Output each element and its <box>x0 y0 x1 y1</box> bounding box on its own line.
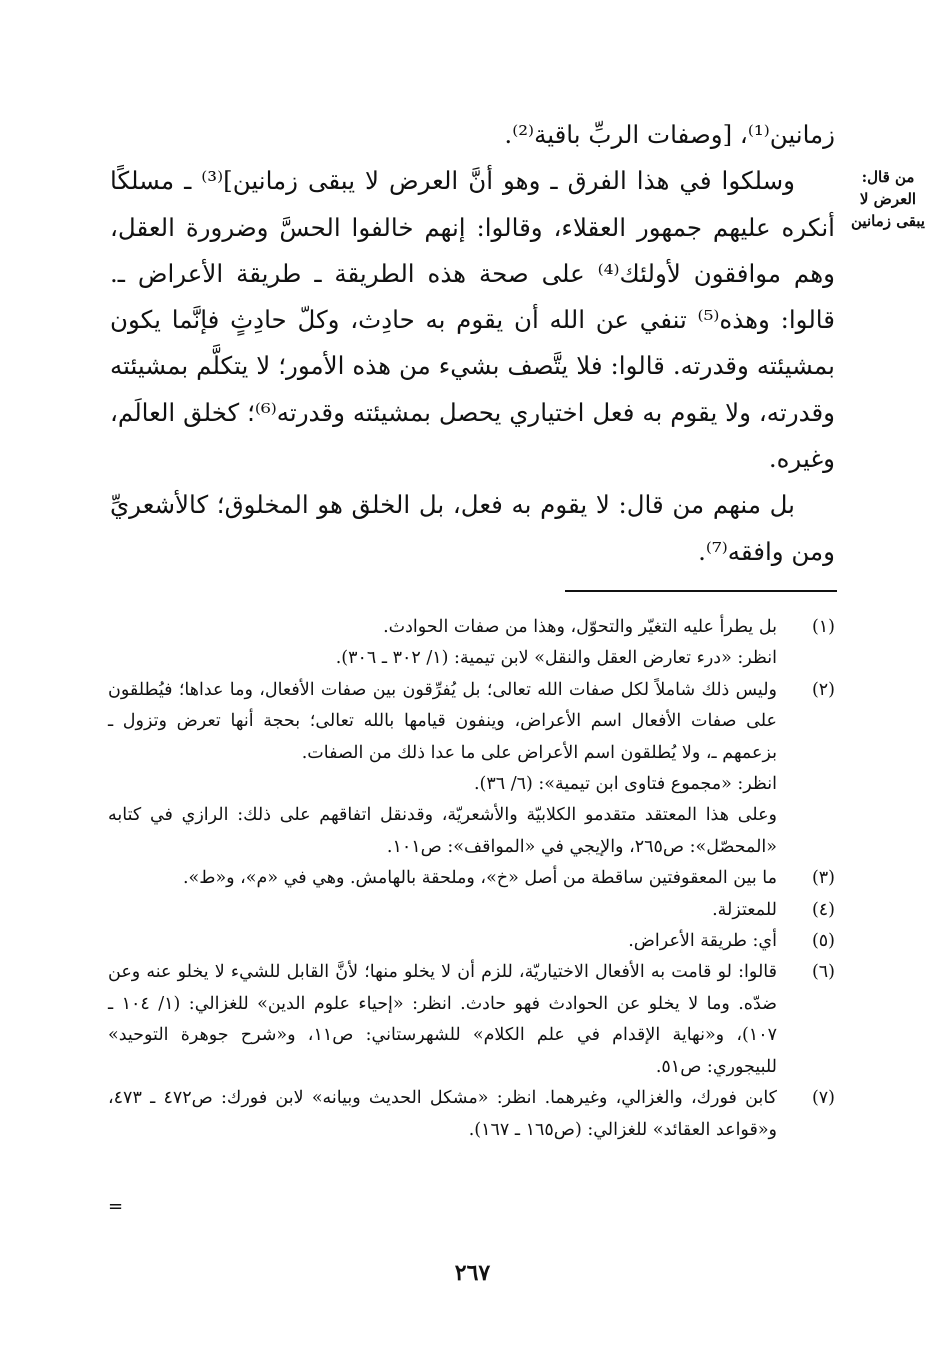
margin-note: من قال: العرض لا يبقى زمانين <box>851 168 925 230</box>
footnote-text <box>108 612 777 675</box>
footnote-text <box>108 1083 777 1146</box>
footnote-number: (٣) <box>811 868 835 889</box>
footnote-text <box>108 863 777 894</box>
footnote-line: أي: طريقة الأعراض. <box>628 931 777 952</box>
footnote-6 <box>108 957 835 1083</box>
footnote-line: كابن فورك، والغزالي، وغيرهما. انظر: «مشكل الحديث وبيانه» لابن فورك: ص٤٧٢ ـ ٤٧٣، و«قواعد العقائد» للغزالي: (ص١٦٥ ـ ١٦٧). <box>108 1088 777 1140</box>
footnote-1 <box>108 612 835 675</box>
footnote-line: بل يطرأ عليه التغيّر والتحوّل، وهذا من صفات الحوادث. <box>383 617 777 637</box>
footnote-line: ما بين المعقوفتين ساقطة من أصل «خ»، وملحقة بالهامش. وهي في «م»، و«ط». <box>182 868 777 889</box>
footnote-4 <box>108 895 835 926</box>
footnote-7 <box>108 1083 835 1146</box>
footnote-2 <box>108 675 835 863</box>
footnote-text <box>108 926 777 957</box>
footnote-text <box>108 957 777 1083</box>
footnote-number: (٧) <box>811 1088 835 1109</box>
paragraph-1: زمانين⁽¹⁾، [وصفات الربِّ باقية⁽²⁾. <box>504 120 835 149</box>
footnote-line: وليس ذلك شاملاً لكل صفات الله تعالى؛ بل يُفرِّقون بين صفات الأفعال، وما عداها؛ فيُطلقون على صفات الأفعال اسم الأعراض، وينفون قيامها بالله تعالى؛ بحجة أنها تعرض وتزول ـ بزعمهم ـ، ولا يُطلقون اسم الأعراض على ما عدا ذلك من الصفات. <box>108 679 777 763</box>
footnote-number: (١) <box>811 617 835 637</box>
paragraph-3: بل منهم من قال: لا يقوم به فعل، بل الخلق هو المخلوق؛ كالأشعريِّ ومن وافقه⁽⁷⁾. <box>110 490 835 566</box>
footnote-number: (٦) <box>811 962 835 983</box>
main-text <box>110 112 835 575</box>
footnote-text <box>108 675 777 863</box>
footnote-3 <box>108 863 835 894</box>
footnote-number: (٢) <box>811 679 835 700</box>
footnote-line: قالوا: لو قامت به الأفعال الاختياريّة، للزم أن لا يخلو منها؛ لأنَّ القابل للشيء لا يخلو عنه وعن ضدّه. وما لا يخلو عن الحوادث فهو حادث. انظر: «إحياء علوم الدين» للغزالي: (١/ ١٠٤ ـ ١٠٧)، و«نهاية الإقدام في علم الكلام» للشهرستاني: ص١١، و«شرح جوهرة التوحيد» للبيجوري: ص٥١. <box>108 962 777 1077</box>
footnote-line: للمعتزلة. <box>712 899 777 920</box>
page-number: ٢٦٧ <box>454 1260 491 1286</box>
paragraph-2: وسلكوا في هذا الفرق ـ وهو أنَّ العرض لا يبقى زمانين]⁽³⁾ ـ مسلكًا أنكره عليهم جمهور العقلاء، وقالوا: إنهم خالفوا الحسَّ وضرورة العقل، وهم موافقون لأولئك⁽⁴⁾ على صحة هذه الطريقة ـ طريقة الأعراض ـ. قالوا: وهذه⁽⁵⁾ تنفي عن الله أن يقوم به حادِث، وكلّ حادِثٍ فإنَّما يكون بمشيئته وقدرته. قالوا: فلا يتَّصف بشيء من هذه الأمور؛ لا يتكلَّم بمشيئته وقدرته، ولا يقوم به فعل اختياري يحصل بمشيئته وقدرته⁽⁶⁾؛ كخلق العالَم، وغيره. <box>110 166 835 474</box>
footnote-line: وعلى هذا المعتقد متقدمو الكلابيّة والأشعريّة، وقدنقل اتفاقهم على ذلك: الرازي في كتابه «المحصّل»: ص٢٦٥، والإيجي في «المواقف»: ص١٠١. <box>108 805 777 857</box>
footnote-separator <box>565 590 837 592</box>
footnote-number: (٤) <box>811 899 835 920</box>
footnote-line: انظر: «درء تعارض العقل والنقل» لابن تيمية: (١/ ٣٠٢ ـ ٣٠٦). <box>335 648 777 669</box>
footnote-5 <box>108 926 835 957</box>
footnote-number: (٥) <box>811 931 835 952</box>
footnotes <box>108 612 835 1146</box>
footnote-line: انظر: «مجموع فتاوى ابن تيمية»: (٦/ ٣٦). <box>473 774 777 795</box>
continuation-mark: = <box>108 1196 124 1217</box>
footnote-text <box>108 895 777 926</box>
